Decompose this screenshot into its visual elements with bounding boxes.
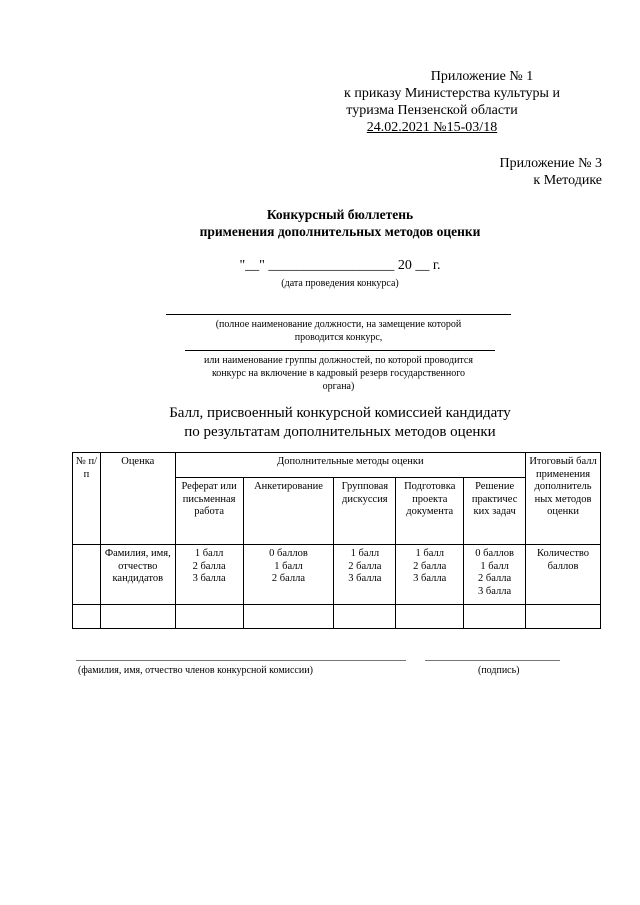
- scale-item: 1 балл: [415, 548, 444, 559]
- score-heading: [0, 404, 640, 442]
- table-row: [73, 545, 601, 605]
- score-heading-line-2: по результатам дополнительных методов оценки: [184, 424, 496, 440]
- signature-caption: (подпись): [478, 665, 520, 676]
- empty-cell: [175, 605, 243, 629]
- scale-item: 1 балл: [480, 560, 509, 572]
- appendix-1-label: Приложение № 1: [430, 69, 534, 84]
- scale-cell: [334, 545, 396, 605]
- table-row: [73, 605, 601, 629]
- position-line-1: [166, 314, 511, 315]
- appendix-3-block: [402, 155, 602, 189]
- method-discussion-header: Групповая дискуссия: [334, 478, 396, 545]
- scale-item: 2 балла: [271, 573, 306, 584]
- position-caption-a: [166, 318, 511, 344]
- scale-cell: [243, 545, 334, 605]
- signature-line: [425, 660, 560, 661]
- scale-item: 3 балла: [348, 573, 382, 584]
- to-method-label: к Методике: [533, 173, 602, 188]
- col-methods-header: Дополнительные методы оценки: [175, 453, 525, 478]
- order-line-1: к приказу Министерства культуры и: [344, 86, 560, 101]
- scale-item: 0 баллов: [269, 548, 308, 559]
- score-table: [72, 452, 601, 629]
- appendix-3-label: Приложение № 3: [499, 156, 602, 171]
- scale-item: 2 балла: [348, 560, 382, 572]
- position-caption-4: конкурс на включение в кадровый резерв государственного: [211, 368, 466, 379]
- position-caption-3: или наименование группы должностей, по которой проводится: [204, 355, 473, 366]
- method-survey-header: Анкетирование: [243, 478, 334, 545]
- scale-item: 3 балла: [192, 573, 226, 584]
- scale-item: 2 балла: [192, 560, 226, 572]
- order-block: [302, 85, 602, 136]
- scale-item: 3 балла: [413, 573, 447, 584]
- scale-item: 1 балл: [350, 548, 380, 559]
- scale-item: 1 балл: [274, 560, 303, 572]
- scale-item: 1 балл: [194, 548, 224, 559]
- method-document-header: Подготовка проекта документа: [396, 478, 464, 545]
- empty-cell: [464, 605, 526, 629]
- position-caption-b: [166, 354, 511, 393]
- position-caption-5: органа): [322, 381, 355, 392]
- position-line-2: [185, 350, 495, 351]
- total-cell: Количество баллов: [526, 545, 601, 605]
- order-date: 24.02.2021 №15-03/18: [366, 120, 498, 135]
- position-caption-1: (полное наименование должности, на замещение которой: [215, 319, 462, 330]
- scale-item: 0 баллов: [475, 548, 514, 559]
- candidate-label-cell: Фамилия, имя, отчество кандидатов: [100, 545, 175, 605]
- scale-cell: [396, 545, 464, 605]
- method-tasks-header: Решение практичес ких задач: [464, 478, 526, 545]
- method-essay-header: Реферат или письменная работа: [175, 478, 243, 545]
- empty-cell: [526, 605, 601, 629]
- empty-cell: [100, 605, 175, 629]
- date-caption: (дата проведения конкурса): [281, 278, 399, 289]
- score-heading-line-1: Балл, присвоенный конкурсной комиссией кандидату: [169, 405, 511, 421]
- title-line-2: применения дополнительных методов оценки: [199, 224, 481, 239]
- row-number-cell: [73, 545, 101, 605]
- scale-item: 2 балла: [478, 573, 512, 584]
- scale-cell: [175, 545, 243, 605]
- col-number-header: № п/п: [73, 453, 101, 545]
- members-line: [76, 660, 406, 661]
- col-total-header: Итоговый балл применения дополнитель ных методов оценки: [526, 453, 601, 545]
- empty-cell: [243, 605, 334, 629]
- members-caption: (фамилия, имя, отчество членов конкурсной комиссии): [78, 665, 313, 676]
- document-title: [0, 206, 640, 240]
- empty-cell: [73, 605, 101, 629]
- appendix-1-block: [362, 68, 602, 85]
- position-caption-2: проводится конкурс,: [294, 332, 383, 343]
- empty-cell: [396, 605, 464, 629]
- col-evaluation-header: Оценка: [100, 453, 175, 545]
- scale-item: 2 балла: [413, 560, 447, 572]
- scale-item: 3 балла: [478, 585, 512, 597]
- date-line: "__" __________________ 20 __ г.: [239, 258, 441, 273]
- title-line-1: Конкурсный бюллетень: [266, 207, 414, 222]
- order-line-2: туризма Пензенской области: [346, 103, 518, 118]
- empty-cell: [334, 605, 396, 629]
- scale-cell: [464, 545, 526, 605]
